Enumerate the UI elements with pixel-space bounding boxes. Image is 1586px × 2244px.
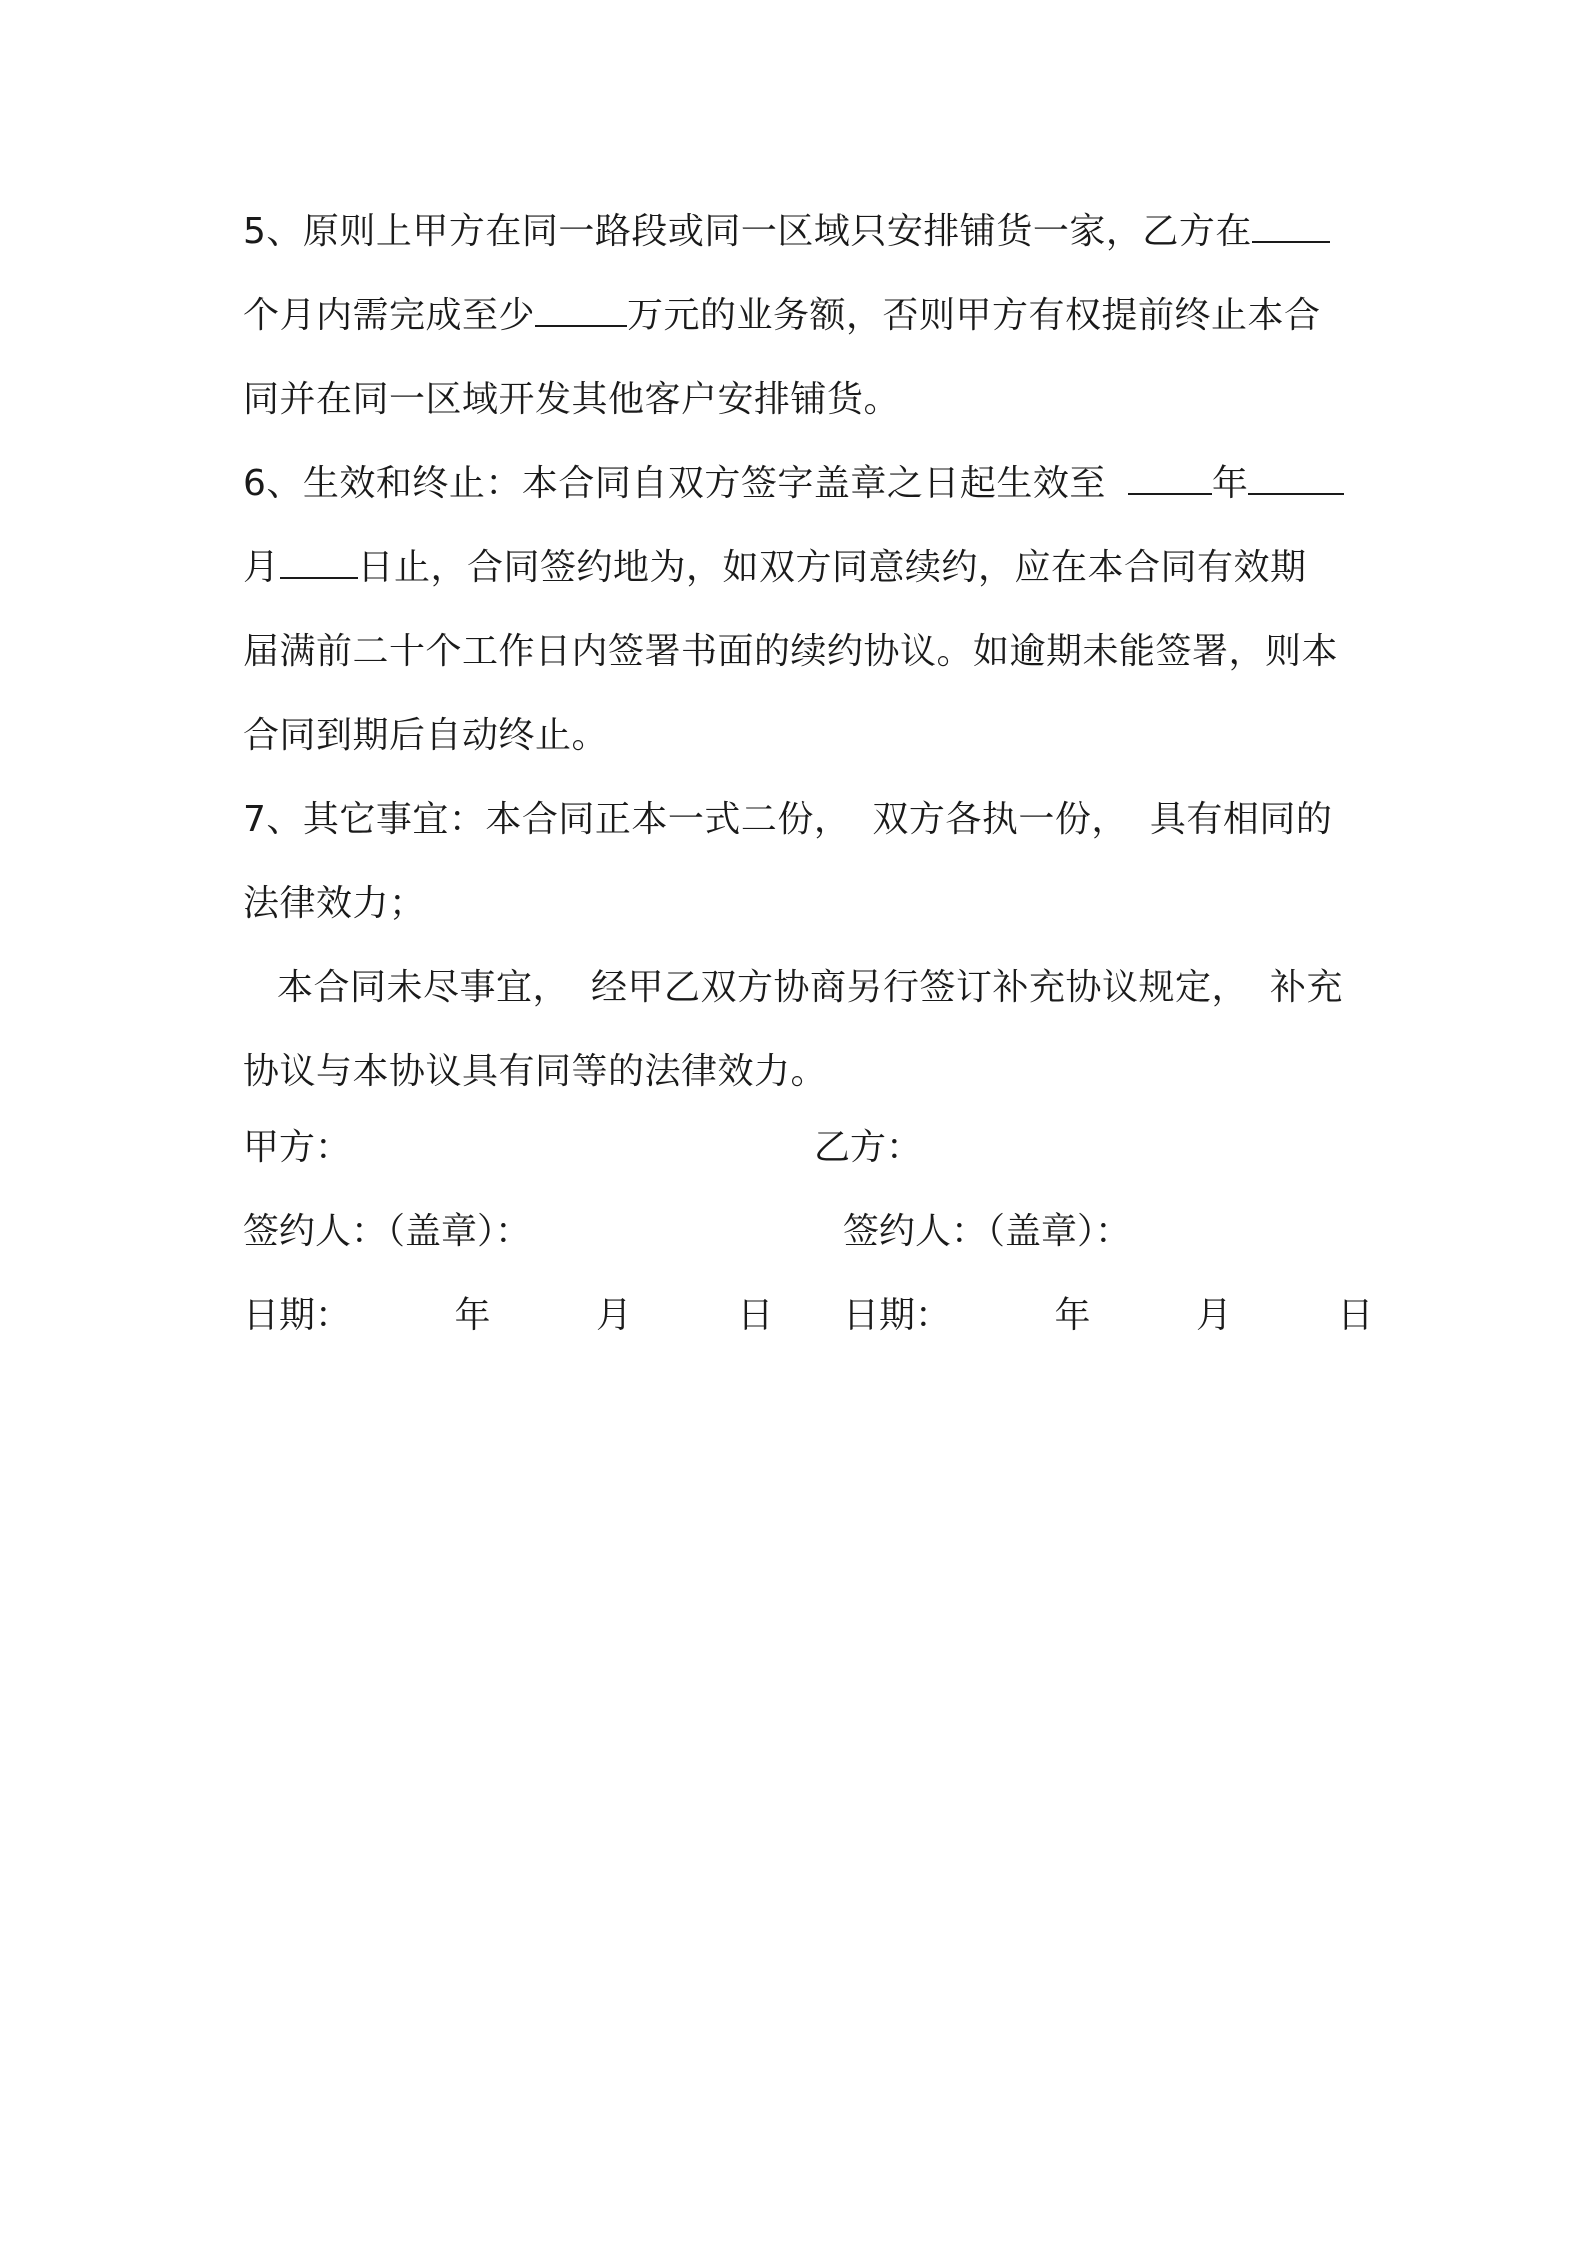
clause-6-text-2b: 日止，合同签约地为，如双方同意续约，应在本合同有效期 xyxy=(357,547,1307,588)
date-b-label: 日期： xyxy=(843,1295,952,1336)
clause-7-text-1b: 双方各执一份， xyxy=(872,799,1128,840)
date-a-year: 年 xyxy=(454,1295,491,1336)
clause-5-text-2a: 个月内需完成至少 xyxy=(243,295,536,336)
supplement-line-2 xyxy=(243,1030,1358,1114)
clause-6-text-1b: 年 xyxy=(1211,463,1249,504)
clause-7-line-1 xyxy=(243,778,1358,862)
clause-6-line-3 xyxy=(243,610,1358,694)
party-a-label: 甲方： xyxy=(243,1127,352,1168)
clause-6-line-2 xyxy=(243,526,1358,610)
fill-blank-end-day[interactable] xyxy=(280,533,358,579)
clause-6-line-4 xyxy=(243,694,1358,778)
date-b-year: 年 xyxy=(1054,1295,1091,1336)
clause-6-text-4: 合同到期后自动终止。 xyxy=(243,715,609,756)
clause-6-text-1a: 6、生效和终止：本合同自双方签字盖章之日起生效至 xyxy=(243,463,1106,504)
supplement-text-1c: 补充 xyxy=(1270,967,1344,1008)
supplement-text-2: 协议与本协议具有同等的法律效力。 xyxy=(243,1051,828,1092)
date-b-day: 日 xyxy=(1337,1295,1374,1336)
date-row-a xyxy=(243,1274,773,1358)
clause-5-line-3 xyxy=(243,358,1358,442)
signer-b-label: 签约人：（盖章）： xyxy=(843,1211,1132,1252)
clause-7-text-2: 法律效力； xyxy=(243,883,426,924)
date-a-label: 日期： xyxy=(243,1295,352,1336)
fill-blank-months[interactable] xyxy=(1252,197,1330,243)
date-b-month: 月 xyxy=(1195,1295,1232,1336)
clause-6-text-3: 届满前二十个工作日内签署书面的续约协议。如逾期未能签署，则本 xyxy=(243,631,1339,672)
clause-5-line-2 xyxy=(243,274,1358,358)
contract-body xyxy=(243,190,1358,1114)
clause-6-line-1 xyxy=(243,442,1358,526)
clause-7-text-1a: 7、其它事宜：本合同正本一式二份， xyxy=(243,799,851,840)
date-a-month: 月 xyxy=(595,1295,632,1336)
fill-blank-end-year[interactable] xyxy=(1128,449,1212,495)
party-b-label: 乙方： xyxy=(814,1127,923,1168)
clause-7-text-1c: 具有相同的 xyxy=(1149,799,1333,840)
clause-5-text-1: 5、原则上甲方在同一路段或同一区域只安排铺货一家，乙方在 xyxy=(243,211,1252,252)
clause-5-text-3: 同并在同一区域开发其他客户安排铺货。 xyxy=(243,379,901,420)
fill-blank-amount[interactable] xyxy=(535,281,627,327)
fill-blank-end-month[interactable] xyxy=(1248,449,1344,495)
clause-7-line-2 xyxy=(243,862,1358,946)
supplement-line-1 xyxy=(243,946,1358,1030)
signer-a-label: 签约人：（盖章）： xyxy=(243,1211,532,1252)
date-a-day: 日 xyxy=(737,1295,774,1336)
clause-5-text-2b: 万元的业务额，否则甲方有权提前终止本合 xyxy=(627,295,1321,336)
date-row-b xyxy=(843,1274,1373,1358)
clause-5-line-1 xyxy=(243,190,1358,274)
clause-6-text-2a: 月 xyxy=(243,547,280,588)
supplement-text-1a: 本合同未尽事宜， xyxy=(277,967,570,1008)
supplement-text-1b: 经甲乙双方协商另行签订补充协议规定， xyxy=(591,967,1249,1008)
